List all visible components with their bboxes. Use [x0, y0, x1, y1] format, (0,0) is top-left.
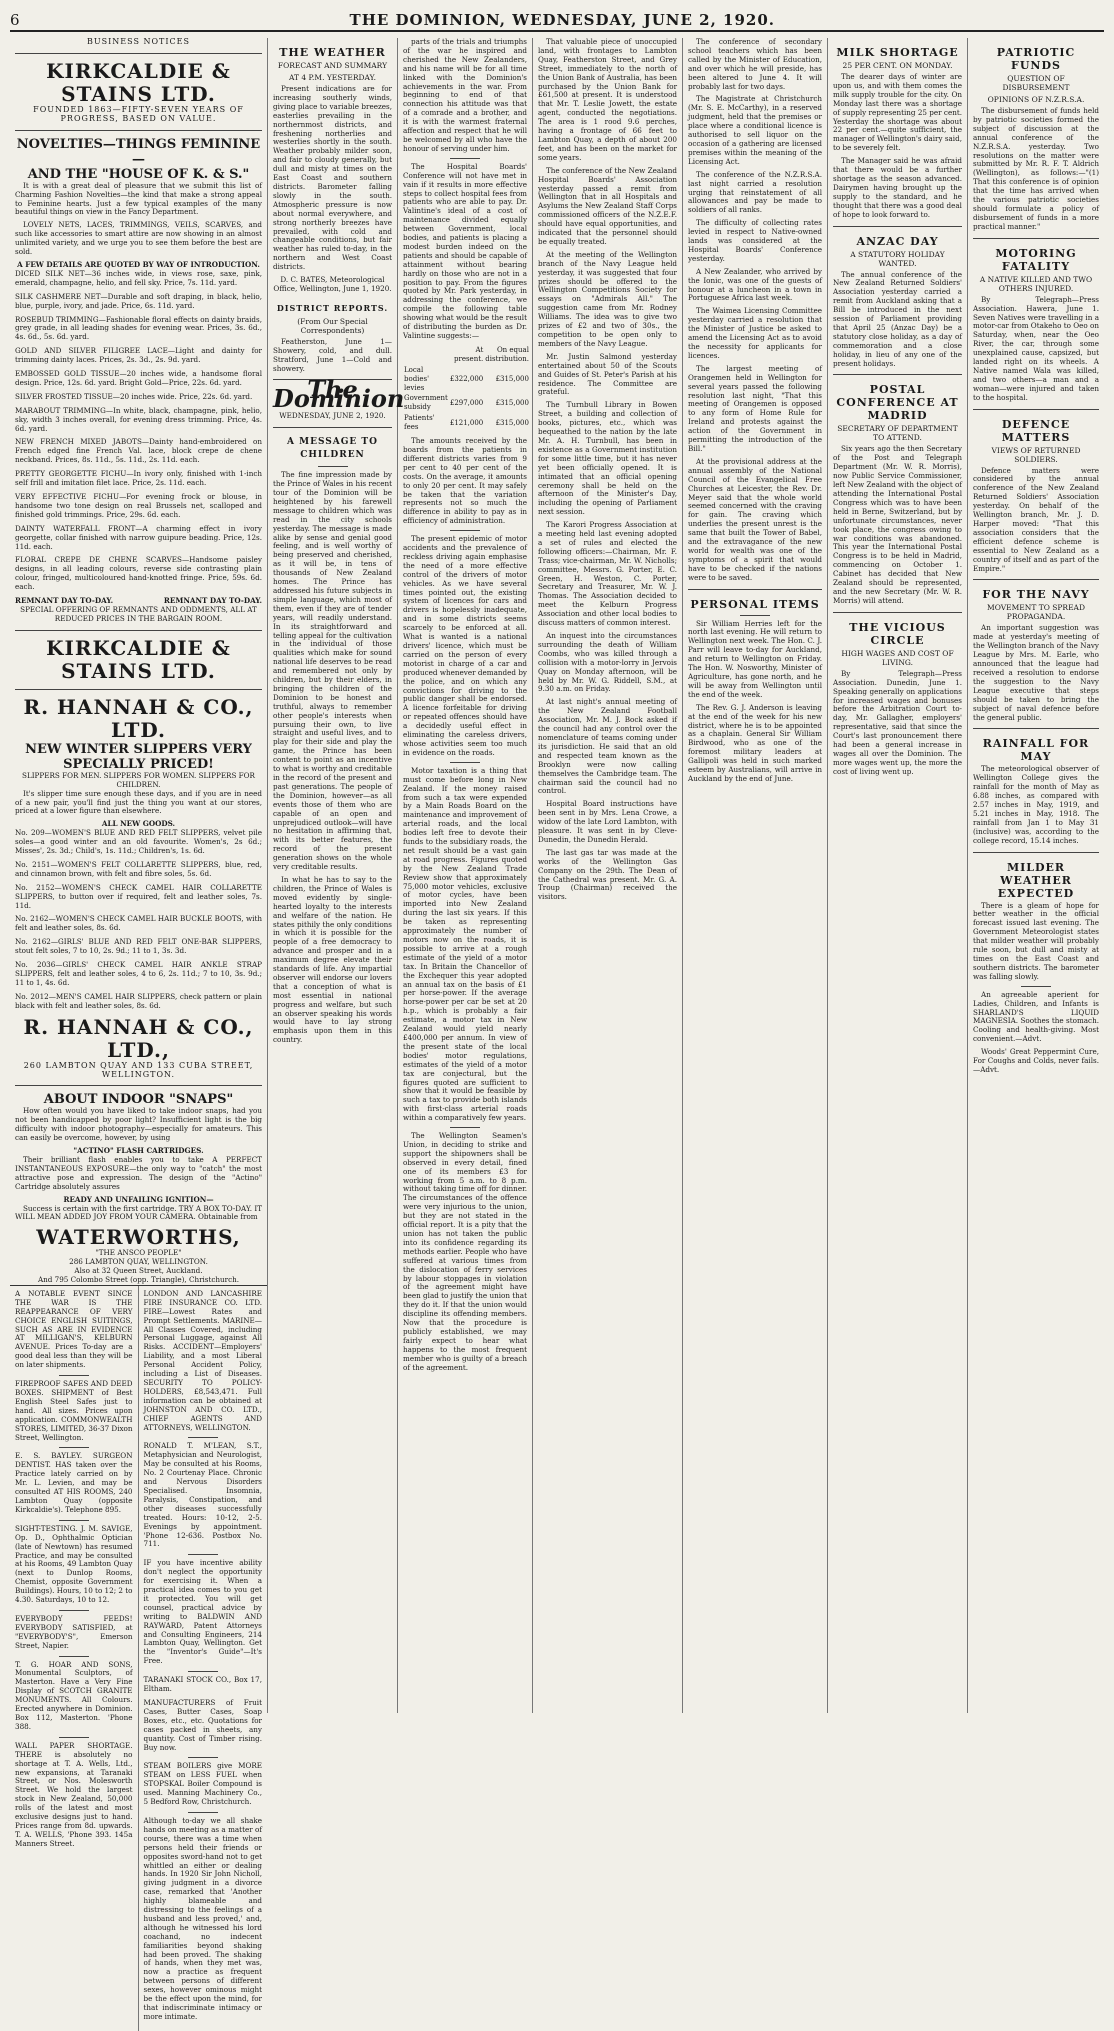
milder-head: MILDER WEATHER EXPECTED [997, 860, 1075, 900]
table-row [403, 393, 530, 413]
personal-body2: The Rev. G. J. Anderson is leaving at the end of the week for his new district, where he is to be appointed as a chaplain. General Sir William Birdwood, who as one of the foremost military leaders at Gallipoli was held in such marked esteem by Australians, will arrive in Auckland by the end of June. [688, 702, 822, 783]
table-cell: £315,000 [495, 374, 529, 383]
patriotic-sub: QUESTION OF DISBURSEMENT [1002, 74, 1070, 92]
weather-time: AT 4 P.M. YESTERDAY. [288, 73, 377, 82]
milk-body2: The Manager said he was afraid that there would be a further shortage as the season advanced. Dairymen having brought up the supply to the standard, and he thought that there was a good deal of hope to look forward to. [833, 156, 962, 219]
motoring-sub: A NATIVE KILLED AND TWO OTHERS INJURED. [979, 274, 1093, 293]
navy-head: FOR THE NAVY [982, 588, 1090, 602]
notes-body: The conference of secondary school teachers which has been called by the Minister of Education, and over which he will preside, has been altered to June 4. It will probably last for two days. [688, 37, 822, 91]
weather-body: Present indications are for increasing southerly winds, giving place to variable breezes, easterlies prevailing in the northernmost districts, and freshening northerlies and westerlies shortly in the south. Weather probably milder soon, and fair to cloudy generally, but dull and misty at times on the East Coast and southern districts. Barometer falling slowly in the south. Atmospheric pressure is now about normal everywhere, and strong northerly breezes have prevailed, with cold and changeable conditions, but fair weather has ruled to-day, in the northern and West Coast districts. [273, 84, 392, 272]
local-body7: An inquest into the circumstances surrounding the death of William Coombs, who was killed through a collision with a motor-lorry in Jervois Quay on Monday afternoon, will be held by Mr. W. G. Riddell, S.M., at 9.30 a.m. on Friday. [538, 631, 677, 694]
fees-table [403, 345, 530, 433]
anzac-head: ANZAC DAY [856, 234, 939, 248]
small-ads [10, 1285, 267, 2031]
remnant-day-left: REMNANT DAY TO-DAY. [15, 596, 114, 606]
table-header [403, 345, 449, 365]
kirkcaldie-item: MARABOUT TRIMMING—In white, black, champagne, pink, helio, sky, width 3 inches overall, for evening dress trimming. Price, 4s. 6d. yard. [15, 405, 262, 433]
table-header: On equal distribution. [485, 345, 529, 363]
hannah-item: No. 2152—WOMEN'S CHECK CAMEL HAIR COLLARETTE SLIPPERS, to button over if required, felt and leather soles, 7s. 11d. [15, 882, 262, 910]
table-header: At present. [454, 345, 484, 363]
column-weather-editorial [268, 38, 405, 1713]
kirkcaldie-item: ROSEBUD TRIMMING—Fashionable floral effects on dainty braids, grey grade, in all leading shades for evening wear. Prices, 3s. 6d., 4s. 6d., 5s. 6d. yard. [15, 314, 262, 342]
newspaper-page [10, 10, 1104, 2021]
kirkcaldie-item: DICED SILK NET—36 inches wide, in views rose, saxe, pink, emerald, champagne, helio, and fell sky. Price, 7s. 11d. yard. [15, 268, 262, 287]
hannah-footer: R. HANNAH & CO., LTD., [23, 1014, 254, 1062]
snaps-head: ABOUT INDOOR "SNAPS" [43, 1092, 234, 1108]
kirkcaldie-item: SILK CASHMERE NET—Durable and soft draping, in black, helio, blue, purple, ivory, and jade. Price, 6s. 11d. yard. [15, 291, 262, 310]
children-body: The fine impression made by the Prince of Wales in his recent tour of the Dominion will be heightened by his farewell message to children which was read in the city schools yesterday. The message is made alike by sense and genial good feeling, and is well worthy of being preserved and cherished, as it will be, in tens of thousands of New Zealand homes. The Prince has addressed his future subjects in simple language, which most of them, even if they are of tender years, will readily understand. In its straightforward and telling appeal for the cultivation in the individual of those qualities which make for sound national life deserves to be read and remembered not only by children, but by their elders, in bringing the children of the Dominion to be honest and truthful, always to remember other people's interests when pursuing their own, to live straight and useful lives, and to play for their side and play the game, the Prince has been content to point as an incentive to what is worthy and creditable in the record of the present and past generations. The people of the Dominion, however—as all events those of them who are capable of an open and unprejudiced outlook—will have no hesitation in affirming that, with its better features, the record of the present generation shows on the whole very creditable results. [273, 470, 392, 872]
defence-body: Defence matters were considered by the annual conference of the New Zealand Returned Soldiers' Association yesterday. On behalf of the Wellington branch, Mr. J. D. Harper moved: "That this association considers that the efficient defence scheme is essential to New Zealand as a country of itself and as part of the Empire." [973, 465, 1099, 573]
waterworths-address2: Also at 32 Queen Street, Auckland. [74, 1266, 203, 1276]
waterworths-address3: And 795 Colombo Street (opp. Triangle), Christchurch. [37, 1275, 240, 1285]
navy-body: An important suggestion was made at yesterday's meeting of the Wellington branch of the Navy League by Mrs. M. Earle, who announced that the league had received a resolution to endorse the suggestion to the Navy League executive that steps should be taken to bring the subject of naval defence before the general public. [973, 623, 1099, 722]
local-body4: Mr. Justin Salmond yesterday entertained about 50 of the Scouts and Guides of St. Peter's Parish at his residence. The Committee are grateful. [538, 351, 677, 397]
small-ad: RONALD T. M'LEAN, S.T., Metaphysician and Neurologist, May be consulted at his Rooms, No. 2 Courtenay Place. Chronic and Nervous Disorders Specialised. Insomnia, Paralysis, Constipation, and other diseases successfully treated. Hours: 10-12, 2-5. Evenings by appointment. 'Phone 12-636. Postbox No. 711. [143, 1441, 262, 1549]
magnesia-ad: An agreeable aperient for Ladies, Children, and Infants is SHARLAND'S LIQUID MAGNESIA. Soothes the stomach. Cooling and health-giving. Most convenient.—Advt. [973, 989, 1099, 1044]
editorial-body4: The present epidemic of motor accidents and the prevalence of reckless driving again emphasise the need of a more effective control of the drivers of motor vehicles. As we have several times pointed out, the existing system of licences for cars and drivers is hopelessly inadequate, and in some districts seems scarcely to be enforced at all. What is wanted is a national drivers' licence, which must be carried on the person of every motorist in charge of a car and produced whenever demanded by the police, and on which any convictions for driving to the public danger shall be endorsed. A licence forfeitable for driving or repeated offences should have a decidedly useful effect in eliminating the careless drivers, whose activities seem too much in evidence on the roads. [403, 534, 527, 757]
hannah-item: No. 2162—GIRLS' BLUE AND RED FELT ONE-BAR SLIPPERS, stout felt soles, 7 to 10, 2s. 9d.; 11 to 1, 3s. 3d. [15, 937, 262, 956]
dateline: WEDNESDAY, JUNE 2, 1920. [279, 411, 386, 421]
hannah-address: 260 LAMBTON QUAY AND 133 CUBA STREET, WELLINGTON. [23, 1060, 254, 1079]
patriotic-body: The disbursement of funds held by patriotic societies formed the subject of discussion at the annual conference of the N.Z.R.S.A. yesterday. Two resolutions on the matter were submitted by Mr. R. F. T. Aldrich (Wellington), as follows:—"(1) That this conference is of opinion that the time has arrived when the various patriotic societies should formulate a policy of disbursement of funds in a more practical manner." [973, 106, 1099, 231]
local-body9: Hospital Board instructions have been sent in by Mrs. Lena Crowe, a widow of the late Lord Lambton, with pleasure. It was sent in by Cleve-Dunedin, the Dunedin Herald. [538, 799, 677, 844]
hannah-intro: It's slipper time sure enough these days, and if you are in need of a new pair, you'll find just the thing you want at our stores, priced at a lower figure than elsewhere. [15, 788, 262, 816]
hannah-goods: ALL NEW GOODS. [101, 819, 176, 829]
kirkcaldie-head2: AND THE "HOUSE OF K. & S." [27, 166, 250, 182]
snaps-body: How often would you have liked to take indoor snaps, had you not been handicapped by poor light? Insufficient light is the big difficulty with indoor photography—especially for amateurs. This can easily be overcome, however, by using [15, 1106, 262, 1143]
kirkcaldie-reduced: A FEW DETAILS ARE QUOTED BY WAY OF INTRODUCTION. [17, 259, 260, 269]
local-body8: At last night's annual meeting of the New Zealand Football Association, Mr. M. J. Bock asked if the council had any control over the nomenclature of teams coming under its jurisdiction. He said that an old and respected team known as the Brooklyn were now calling themselves the Cambridge team. The chairman said the council had no control. [538, 697, 677, 796]
table-cell: £121,000 [449, 418, 484, 427]
hannah-item: No. 209—WOMEN'S BLUE AND RED FELT SLIPPERS, velvet pile soles—a good winter and an old favourite. Women's, 2s 6d.; Misses', 2s. 3d.; Child's, 1s. 11d.; Children's, 1s. 6d. [15, 828, 262, 856]
vicious-body: By Telegraph—Press Association. Dunedin, June 1. Speaking generally on applications for increased wages and bonuses before the Arbitration Court to-day, Mr. Gallagher, employers' representative, said that since the Court's last pronouncement there had been a general increase in wages all over the Dominion. The more wages went up, the more the cost of living went up. [833, 668, 962, 776]
kirkcaldie-item: EMBOSSED GOLD TISSUE—20 inches wide, a handsome floral design. Price, 12s. 6d. yard. Bright Gold—Price, 22s. 6d. yard. [15, 369, 262, 387]
hannah-item: No. 2012—MEN'S CAMEL HAIR SLIPPERS, check pattern or plain black with felt and leather soles, 8s. 6d. [15, 991, 262, 1010]
kirkcaldie-item: SILVER FROSTED TISSUE—20 inches wide. Price, 22s. 6d. yard. [15, 391, 253, 401]
kirkcaldie-body: It is with a great deal of pleasure that we submit this list of Charming Fashion Novelties—the kind that make a strong appeal to Feminine hearts. Just a few typical examples of the many beautiful things on view in the Fancy Department. [15, 180, 262, 217]
waterworths-tag: "THE ANSCO PEOPLE" [95, 1248, 182, 1258]
snaps-ready: READY AND UNFAILING IGNITION— [63, 1194, 214, 1204]
vicious-sub: HIGH WAGES AND COST OF LIVING. [841, 648, 954, 667]
postal-sub: SECRETARY OF DEPARTMENT TO ATTEND. [837, 424, 958, 443]
notes-body8: At the provisional address at the annual assembly of the National Council of the Evangelical Free Churches at Leicester, the Rev. Dr. Meyer said that the whole world seemed concerned with the craving for gain. The craving which underlies the present unrest is the same that built the Tower of Babel, and the extravagance of the new world for wealth was one of the symptoms of a spirit that would have to be checked if the nations were to be saved. [688, 456, 822, 582]
hannah-name: R. HANNAH & CO., LTD. [23, 694, 254, 742]
table-cell: £315,000 [495, 398, 529, 407]
table-cell: Government subsidy [404, 394, 448, 412]
opinions-head: OPINIONS OF N.Z.R.S.A. [987, 95, 1085, 104]
table-row [403, 365, 530, 394]
small-ad: FIREPROOF SAFES AND DEED BOXES. SHIPMENT of Best English Steel Safes just to hand. All sizes. Prices upon application. COMMONWEALTH STORES, LIMITED, 36-37 Dixon Street, Wellington. [15, 1379, 133, 1442]
small-ad: SIGHT-TESTING. J. M. SAVIGE, Op. D., Ophthalmic Optician (late of Newtown) has resumed Practice, and may be consulted at his Rooms, 49 Lambton Quay (next to Dunlop Rooms, Chemist, opposite Government Buildings). Hours, 10 to 12; 2 to 4.30. Saturdays, 10 to 12. [15, 1523, 133, 1605]
local-body6: The Karori Progress Association at a meeting held last evening adopted a set of rules and elected the following officers:—Chairman, Mr. F. Trass; vice-chairman, Mr. W. Nicholls; committee, Messrs. G. Porter, E. C. Green, H. Weston, C. Porter, Secretary and Treasurer, Mr. W. J. Thomas. The Association decided to meet the Kelburn Progress Association and other local bodies to discuss matters of common interest. [538, 520, 677, 628]
small-ad: T. G. HOAR AND SONS, Monumental Sculptors, of Masterton. Have a Very Fine Display of SCOTCH GRANITE MONUMENTS. All Colours. Erected anywhere in Dominion. Box 112, Masterton. 'Phone 388. [15, 1659, 133, 1731]
column-advertisements [10, 37, 268, 2021]
kirkcaldie-item: VERY EFFECTIVE FICHU—For evening frock or blouse, in handsome two tone design on real Brussels net, scalloped and finished gold trimmings. Price, 29s. 6d. each. [15, 492, 262, 519]
hannah-item: No. 2162—WOMEN'S CHECK CAMEL HAIR BUCKLE BOOTS, with felt and leather soles, 8s. 6d. [15, 914, 262, 933]
hannah-categories: SLIPPERS FOR MEN. SLIPPERS FOR WOMEN. SLIPPERS FOR CHILDREN. [22, 770, 255, 789]
anzac-sub: A STATUTORY HOLIDAY WANTED. [850, 249, 945, 268]
editorial-body: parts of the trials and triumphs of the war he inspired and cherished the New Zealanders, and his name will be for all time linked with the Dominion's achievements in the war. From beginning to end of that connection his attitude was that of a comrade and a brother, and it is with the warmest fraternal affection and respect that he will be welcomed by all who have the honour of serving under him. [403, 37, 527, 153]
children-body2: In what he has to say to the children, the Prince of Wales is moved evidently by single-hearted loyalty to the interests and welfare of the nation. He states pithily the only conditions in which it is possible for the people of a free democracy to advance and prosper and in a maximum degree elevate their standards of life. Any impartial observer will endorse our lovers that a conception of what is most essential in national progress and welfare, but such an observer speaking his words would have to lay strong emphasis upon them in this country. [273, 874, 392, 1045]
remnant-day-right: REMNANT DAY TO-DAY. [163, 596, 262, 606]
hannah-head: NEW WINTER SLIPPERS VERY SPECIALLY PRICED! [25, 741, 252, 772]
snaps-body3: Success is certain with the first cartridge. TRY A BOX TO-DAY. IT WILL MEAN ADDED JOY FROM YOUR CAMERA. Obtainable from [15, 1203, 262, 1222]
small-ad: IF you have incentive ability don't neglect the opportunity for exercising it. When a practical idea comes to you get it protected. You will get counsel, practical advice by writing to BALDWIN AND RAYWARD, Patent Attorneys and Consulting Engineers, 214 Lambton Quay, Wellington. Get the "Inventor's Guide"—It's Free. [143, 1558, 262, 1666]
column-local-notes [533, 38, 683, 1713]
motoring-head: MOTORING FATALITY [995, 246, 1077, 273]
weather-sign: D. C. BATES, Meteorological Office, Wellington, June 1, 1920. [273, 275, 392, 293]
hannah-item: No. 2151—WOMEN'S FELT COLLARETTE SLIPPERS, blue, red, and cinnamon brown, with felt and fibre soles, 5s. 6d. [15, 859, 262, 878]
notes-body5: A New Zealander, who arrived by the Ionic, was one of the guests of honour at a luncheon in a town in Portuguese Africa last week. [688, 266, 822, 303]
table-cell: £322,000 [449, 374, 484, 383]
notes-body7: The largest meeting of Orangemen held in Wellington for several years passed the following resolution last night, "That this meeting of Orangemen is opposed to any form of Home Rule for Ireland and protests against the action of the Government in permitting the introduction of the Bill." [688, 363, 822, 453]
navy-sub: MOVEMENT TO SPREAD PROPAGANDA. [987, 603, 1085, 622]
small-ad: EVERYBODY FEEDS! EVERYBODY SATISFIED, at "EVERYBODY'S", Emerson Street, Napier. [15, 1613, 133, 1650]
vicious-head: THE VICIOUS CIRCLE [849, 620, 946, 647]
kirkcaldie-item: GOLD AND SILVER FILIGREE LACE—Light and dainty for trimming dainty laces. Prices, 2s. 3d., 2s. 9d. yard. [15, 346, 262, 365]
reports-head: DISTRICT REPORTS. [276, 302, 389, 313]
defence-head: DEFENCE MATTERS [1001, 417, 1071, 444]
defence-sub: VIEWS OF RETURNED SOLDIERS. [991, 445, 1081, 464]
small-ad: E. S. BAYLEY. SURGEON DENTIST. HAS taken over the Practice lately carried on by Mr. L. Levien, and may be consulted AT HIS ROOMS, 240 Lambton Quay (opposite Kirkcaldie's). Telephone 895. [15, 1451, 133, 1514]
personal-body: Sir William Herries left for the north last evening. He will return to Wellington next week. The Hon. C. J. Parr will leave to-day for Auckland, and return to Wellington on Friday. The Hon. W. Nosworthy, Minister of Agriculture, has gone north, and he will be away from Wellington until the end of the week. [688, 618, 822, 699]
personal-head: PERSONAL ITEMS [690, 597, 820, 611]
local-body3: At the meeting of the Wellington branch of the Navy League held yesterday, it was suggested that four prizes should be offered to the Wellington Competitions Society for essays on "Admirals All." The suggestion came from Mr. Rodney Williams. The idea was to give two prizes of £2 and two of 30s., the competition to be open only to members of the Navy League. [538, 249, 677, 348]
local-body5: The Turnbull Library in Bowen Street, a building and collection of books, pictures, etc., which was bequeathed to the nation by the late Mr. A. H. Turnbull, has been in existence as a Government institution for some little time, but it has never yet been officially opened. It is intimated that an official opening ceremony shall be held on the afternoon of the Minister's Day, including the opening of Parliament next session. [538, 400, 677, 517]
postal-body: Six years ago the then Secretary of the Post and Telegraph Department (Mr. W. R. Morris), now Public Service Commissioner, left New Zealand with the object of attending the International Postal Congress which was to have been held in Berne, Switzerland, but by unfortunate circumstances, never took place, the congress owing to war conditions was abandoned. This year the International Postal Congress is to be held in Madrid, commencing on October 1. Cabinet has decided that New Zealand should be represented, and the new Secretary (Mr. W. R. Morris) will attend. [833, 444, 962, 605]
kirkcaldie-founded: FOUNDED 1863—FIFTY-SEVEN YEARS OF PROGRESS, BASED ON VALUE. [33, 104, 244, 123]
notes-body6: The Waimea Licensing Committee yesterday carried a resolution that the Minister of Justice be asked to amend the Licensing Act as to avoid the necessity for applicants for licences. [688, 306, 822, 360]
kirkcaldie-item: PRETTY GEORGETTE FICHU—In ivory only, finished with 1-inch self frill and imitation filet lace. Price, 2s. 11d. each. [15, 469, 262, 488]
hannah-item: No. 2036—GIRLS' CHECK CAMEL HAIR ANKLE STRAP SLIPPERS, felt and leather soles, 4 to 6, 2s. 11d.; 7 to 10, 3s. 9d.; 11 to 1, 4s. 6d. [15, 960, 262, 987]
page-title: THE DOMINION, WEDNESDAY, JUNE 2, 1920. [349, 11, 775, 29]
waterworths-name: WATERWORTHS, [36, 1225, 241, 1250]
reports-sub: (From Our Special Correspondents) [297, 316, 368, 335]
kirkcaldie-footer: KIRKCALDIE & STAINS LTD. [46, 635, 231, 683]
column-news-right [968, 38, 1104, 1713]
rain-head: RAINFALL FOR MAY [982, 737, 1090, 764]
table-cell: Local bodies' levies [404, 365, 430, 392]
masthead [10, 10, 1104, 32]
milk-body: The dearer days of winter are upon us, and with them comes the milk supply trouble for the city. On Monday last there was a shortage of supply representing 25 per cent. Yesterday the shortage was about 22 per cent.—quite sufficient, the manager of Wellington's dairy said, to be severely felt. [833, 72, 962, 153]
kirkcaldie-head1: NOVELTIES—THINGS FEMININE— [16, 136, 261, 167]
patriotic-head: PATRIOTIC FUNDS [996, 46, 1076, 72]
waterworths-address1: 286 LAMBTON QUAY, WELLINGTON. [69, 1257, 208, 1267]
section-label: BUSINESS NOTICES [87, 37, 190, 46]
small-ad: Although to-day we all shake hands on meeting as a matter of course, there was a time when persons held their friends or opposites sword-hand not to get whittled an either or dealing hands. In 1920 Sir John Nicholl, giving judgment in a divorce case, remarked that 'Another highly blameable and distressing to the feelings of a husband and less proved,' and, although he witnessed his lord coachand, no indecent familiarities beyond shaking had been proved. The shaking of hands, when they met was, now a practice as frequent between persons of different sexes, however ominous might be the effect upon the mind, for that indiscriminate intimacy or more intimate. [143, 1815, 262, 2021]
nameplate: The Dominion [273, 375, 405, 414]
small-ad: LONDON AND LANCASHIRE FIRE INSURANCE CO. LTD. FIRE—Lowest Rates and Prompt Settlements. MARINE—All Classes Covered, including Personal Luggage, against All Risks. ACCIDENT—Employers' Liability, and a most Liberal Personal Accident Policy, including a List of Diseases. SECURITY TO POLICY-HOLDERS, £8,543,471. Full information can be obtained at JOHNSTON AND CO. LTD., CHIEF AGENTS AND ATTORNEYS, WELLINGTON. [143, 1288, 262, 1432]
table-row [403, 413, 530, 433]
kirkcaldie-list-head: LOVELY NETS, LACES, TRIMMINGS, VEILS, SCARVES, and such like accessories to smart attire are now showing in an almost unlimited variety, and we urge you to see them before the best are sold. [15, 220, 262, 257]
local-body10: The last gas tar was made at the works of the Wellington Gas Company on the 29th. The Dean of the Cathedral was present. Mr. G. A. Troup (Chairman) received the visitors. [538, 847, 677, 902]
small-ad: MANUFACTURERS of Fruit Cases, Butter Cases, Soap Boxes, etc., etc. Quotations for cases packed in sheets, any quantity. Cost of Timber rising. Buy now. [143, 1698, 262, 1752]
page-number: 6 [10, 11, 21, 29]
children-head: A MESSAGE TO CHILDREN [287, 437, 378, 461]
local-body: That valuable piece of unoccupied land, with frontages to Lambton Quay, Featherston Street, and Grey Street, immediately to the north of the Union Bank of Australia, has been purchased by the Union Bank for £61,500 at present. It is understood that Mr. T. Leslie Jowett, the estate agent, conducted the negotiations. The area is 1 rood 9.6 perches, having a frontage of 66 feet to Lambton Quay, a depth of about 200 feet, and has been on the market for some years. [538, 37, 677, 162]
table-cell: Patients' fees [404, 414, 435, 432]
notes-body4: The difficulty of collecting rates levied in respect to Native-owned lands was considered at the Hospital Boards' Conference yesterday. [688, 218, 822, 263]
rain-body: The meteorological observer of Wellington College gives the rainfall for the month of May as 6.88 inches, as compared with 2.57 inches in May, 1919, and 5.21 inches in May, 1918. The rainfall from Jan 1 to May 31 (inclusive) was, according to the college record, 15.14 inches. [973, 764, 1099, 845]
anzac-body: The annual conference of the New Zealand Returned Soldiers' Association yesterday carried a remit from Auckland asking that a Bill be introduced in the next session of Parliament providing that April 25 (Anzac Day) be a statutory close holiday, as a day of commemoration and a close holiday, in lieu of any one of the present holidays. [833, 269, 962, 368]
local-body2: The conference of the New Zealand Hospital Boards' Association yesterday passed a remit from Wellington that in all Hospitals and Asylums the New Zealand Staff Corps commissioned officers of the N.Z.E.F. should have equal opportunities, and indicated that the personnel should be equally treated. [538, 165, 677, 246]
kirkcaldie-item: NEW FRENCH MIXED JABOTS—Dainty hand-embroidered on French edged fine French Val. lace, block crepe de chene neckband. Prices, 8s. 11d., 5s. 11d., 2s. 11d. each. [15, 437, 262, 465]
small-ad: TARANAKI STOCK CO., Box 17, Eltham. [143, 1675, 262, 1694]
column-news [828, 38, 968, 1713]
editorial-body6: The Wellington Seamen's Union, in deciding to strike and support the shipowners shall be observed in every detail, fined one of its members £3 for working from 5 a.m. to 8 p.m. without taking time off for dinner. The circumstances of the offence were very injurious to the union, but they are not stated in the official report. It is a pity that the union has not taken the public into its confidence regarding its methods earlier. People who have suffered at various times from the dislocation of ferry services by labour stoppages in violation of the agreement might have been glad to justify the union that they do it. If that the union would discipline its offending members. Now that the procedure is publicly established, we may fairly expect to hear what happens to the most frequent member who is guilty of a breach of the agreement. [403, 1131, 527, 1372]
editorial-body5: Motor taxation is a thing that must come before long in New Zealand. If the money raised from such a tax were expended by a Main Roads Board on the maintenance and improvement of arterial roads, and the local bodies left free to devote their funds to the subsidiary roads, the net result should be a vast gain at road progress. Figures quoted by the New Zealand Trade Review show that approximately 75,000 motor vehicles, exclusive of motor cycles, have been imported into New Zealand during the last six years. If this be taken as representing approximately the number of motors now on the roads, it is possible to arrive at a rough estimate of the yield of a motor tax. In Britain the Chancellor of the Exchequer this year adopted an annual tax on the basis of £1 per horse-power. If the average horse-power per car be set at 20 h.p., which is probably a fair estimate, a motor tax in New Zealand would yield nearly £400,000 per annum. In view of the present state of the local bodies' motor regulations, estimates of the yield of a motor tax are conjectural, but the figures quoted are sufficient to show that it would be feasible by such a tax to provide both islands with first-class arterial roads within a comparatively few years. [403, 765, 527, 1123]
notes-body2: The Magistrate at Christchurch (Mr. S. E. McCarthy), in a reserved judgment, held that the premises or place where a conditional licence is authorised to sell liquor on the occasion of a gathering are licensed premises within the meaning of the Licensing Act. [688, 94, 822, 166]
kirkcaldie-item: FLORAL CREPE DE CHENE SCARVES—Handsome paisley designs, in all leading colours, reverse side contrasting plain colour, fringed, multicoloured hand-knotted fringe. Price, 59s. 6d. each. [15, 555, 262, 592]
weather-sub: FORECAST AND SUMMARY [277, 61, 388, 70]
notes-body3: The conference of the N.Z.R.S.A. last night carried a resolution urging that reinstatement of all allowances and pay be made to soldiers of all ranks. [688, 169, 822, 215]
woods-ad: Woods' Great Peppermint Cure, For Coughs and Colds, never fails.—Advt. [973, 1047, 1099, 1074]
postal-head: POSTAL CONFERENCE AT MADRID [836, 383, 959, 423]
kirkcaldie-item: DAINTY WATERFALL FRONT—A charming effect in ivory georgette, collar finished with narrow guipure beading. Price, 12s. 11d. each. [15, 523, 262, 551]
editorial-body3: The amounts received by the boards from the patients in different districts varies from 9 per cent to 40 per cent of the costs. On the average, it amounts to only 20 per cent. It may safely be taken that the variation represents not so much the difference in ability to pay as in efficiency of administration. [403, 436, 527, 526]
column-notes-personal [683, 38, 828, 1713]
editorial-body2: The Hospital Boards' Conference will not have met in vain if it results in more effective steps to collect hospital fees from patients who are able to pay. Dr. Valintine's ideal of a cost of maintenance divided equally between Government, local bodies, and patients is placing a modest burden indeed on the patients and should be capable of attainment without bearing hardly on those who are not in a position to pay. From the figures quoted by Mr. Park yesterday, in addressing the conference, we compile the following table showing what would be the result of distributing the burden as Dr. Valintine suggests:— [403, 161, 527, 340]
motoring-body: By Telegraph—Press Association. Hawera, June 1. Seven Natives were travelling in a motor-car from Otakeho to Oeo on Saturday, when, near the Oeo River, the car, through some unexplained cause, capsized, but landed right on its wheels. A Native named Wala was killed, and two others—a man and a woman—were injured and taken to the hospital. [973, 294, 1099, 402]
small-ad: STEAM BOILERS give MORE STEAM on LESS FUEL when STOPSKAL Boiler Compound is used. Manning Machinery Co., 5 Bedford Row, Christchurch. [143, 1761, 262, 1807]
milk-sub: 25 PER CENT. ON MONDAY. [842, 61, 953, 70]
weather-head: THE WEATHER [279, 46, 386, 59]
kirkcaldie-name: KIRKCALDIE & STAINS LTD. [46, 58, 231, 106]
milk-head: MILK SHORTAGE [836, 46, 959, 59]
snaps-body2: Their brilliant flash enables you to take A PERFECT INSTANTANEOUS EXPOSURE—the only way to "catch" the most attractive pose and expression. The design of the "Actino" Cartridge absolutely assures [15, 1154, 262, 1191]
table-cell: £297,000 [449, 398, 484, 407]
reports-body: Featherston, June 1—Showery, cold, and dull. Stratford, June 1—Cold and showery. [273, 336, 392, 373]
milder-body: There is a gleam of hope for better weather in the official forecast issued last evening. The Government Meteorologist states that milder weather will probably rule soon, but dull and misty at times on the East Coast and southern districts. The barometer was falling slowly. [973, 900, 1099, 981]
column-editorial [398, 38, 533, 1713]
small-ad: A NOTABLE EVENT SINCE THE WAR IS THE REAPPEARANCE OF VERY CHOICE ENGLISH SUITINGS, SUCH AS ARE IN EVIDENCE AT MILLIGAN'S, KELBURN AVENUE. Prices To-day are a good deal less than they will be on later shipments. [15, 1288, 133, 1370]
kirkcaldie-special: SPECIAL OFFERING OF REMNANTS AND ODDMENTS, ALL AT REDUCED PRICES IN THE BARGAIN ROOM. [20, 604, 257, 623]
small-ad: WALL PAPER SHORTAGE. THERE is absolutely no shortage at T. A. Wells, Ltd., new expansions, at Taranaki Street, or Nos. Molesworth Street. We hold the largest stock in New Zealand, 50,000 rolls of the latest and most exclusive designs just to hand. Prices range from 8d. upwards. T. A. WELLS, 'Phone 393. 145a Manners Street. [15, 1740, 133, 1848]
table-cell: £315,000 [495, 418, 529, 427]
columns [10, 37, 1104, 2021]
snaps-product: "ACTINO" FLASH CARTRIDGES. [73, 1146, 204, 1156]
